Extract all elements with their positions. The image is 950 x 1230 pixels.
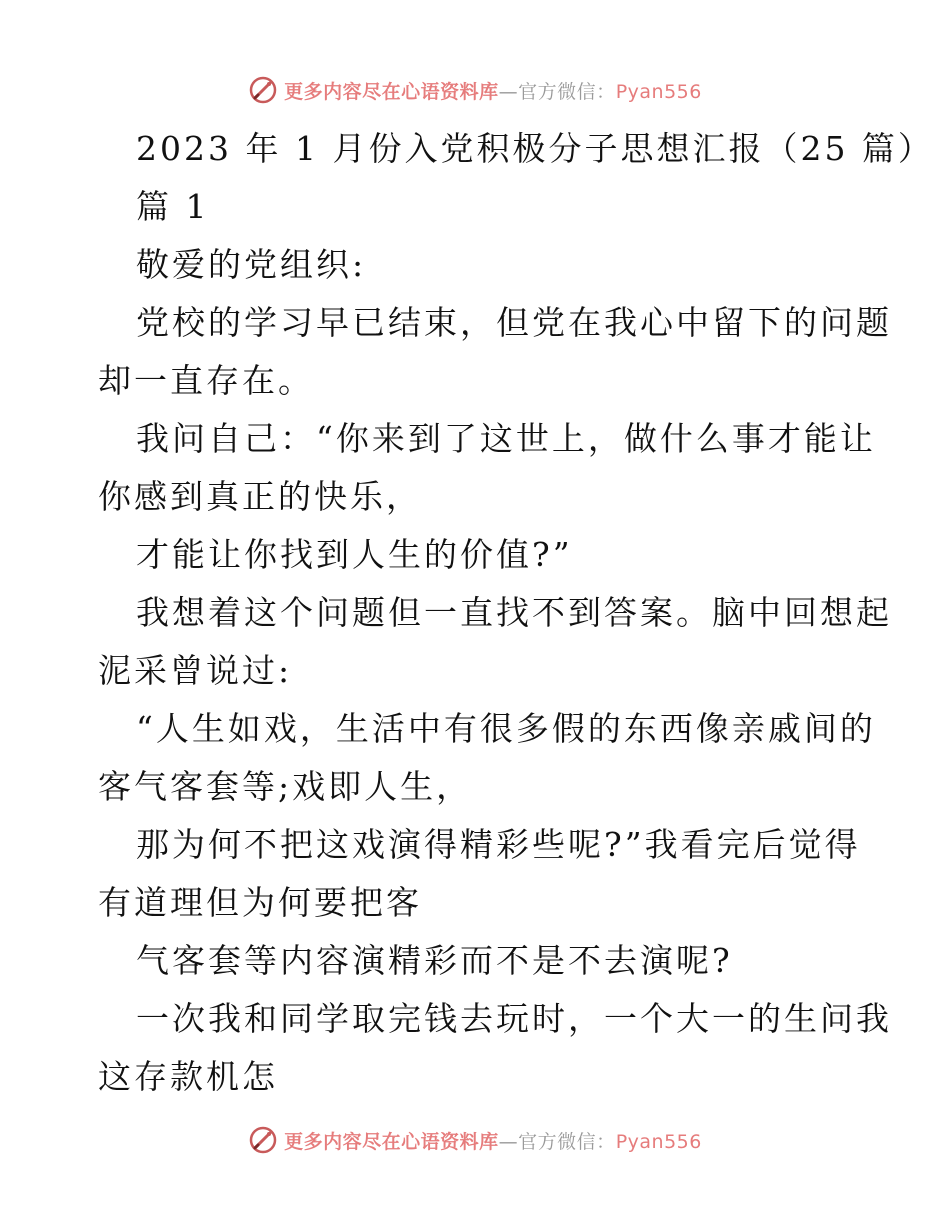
header-wechat-id: Pyan556	[615, 80, 702, 103]
footer-watermark	[0, 1120, 950, 1160]
document-line: 你感到真正的快乐，	[98, 477, 422, 516]
document-line: 一次我和同学取完钱去玩时，一个大一的生问我	[136, 999, 892, 1038]
document-body	[98, 120, 934, 1106]
footer-watermark-text	[284, 1127, 702, 1154]
footer-wechat-label: 官方微信：	[518, 1130, 616, 1153]
document-line: 泥采曾说过:	[98, 651, 293, 690]
header-site-text: 更多内容尽在心语资料库	[284, 80, 499, 103]
document-line: 这存款机怎	[98, 1057, 278, 1096]
document-line: 那为何不把这戏演得精彩些呢?”我看完后觉得	[136, 825, 861, 864]
document-line: 敬爱的党组织:	[136, 245, 367, 284]
document-line: 却一直存在。	[98, 361, 314, 400]
document-line: 有道理但为何要把客	[98, 883, 422, 922]
footer-wechat-id: Pyan556	[615, 1130, 702, 1153]
document-line: 客气客套等;戏即人生，	[98, 767, 473, 806]
footer-dash: —	[498, 1130, 519, 1153]
document-line: 2023 年 1 月份入党积极分子思想汇报（25 篇）	[136, 129, 934, 168]
pen-circle-logo-icon	[248, 1125, 278, 1155]
header-watermark	[0, 70, 950, 110]
document-line: 气客套等内容演精彩而不是不去演呢?	[136, 941, 733, 980]
header-watermark-text	[284, 77, 702, 104]
header-wechat-label: 官方微信：	[518, 80, 616, 103]
footer-site-text: 更多内容尽在心语资料库	[284, 1130, 499, 1153]
header-dash: —	[498, 80, 519, 103]
document-line: 我问自己：“你来到了这世上，做什么事才能让	[136, 419, 876, 458]
document-line: 我想着这个问题但一直找不到答案。脑中回想起	[136, 593, 892, 632]
document-line: 篇 1	[136, 187, 210, 226]
document-line: 才能让你找到人生的价值?”	[136, 535, 573, 574]
document-line: 党校的学习早已结束，但党在我心中留下的问题	[136, 303, 892, 342]
document-line: “人生如戏，生活中有很多假的东西像亲戚间的	[136, 709, 876, 748]
pen-circle-logo-icon	[248, 75, 278, 105]
